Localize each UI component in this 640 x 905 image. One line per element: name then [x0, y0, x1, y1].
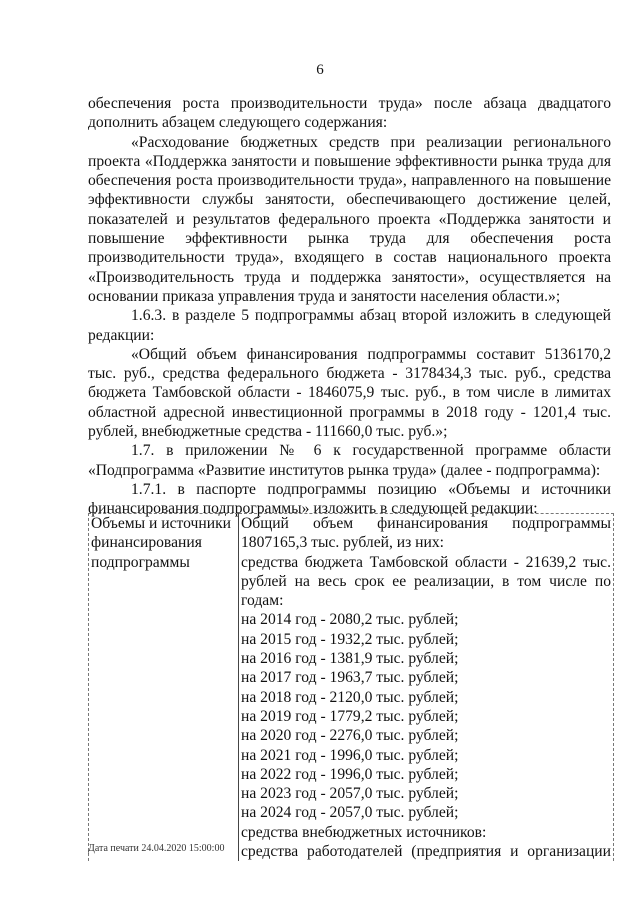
year-line: на 2015 год - 1932,2 тыс. рублей;	[241, 630, 459, 648]
total-financing: Общий объем финансирования подпрограммы 1807165,3 тыс. рублей, из них:	[241, 515, 611, 552]
document-body	[88, 94, 611, 519]
year-line: на 2024 год - 2057,0 тыс. рублей;	[241, 804, 459, 822]
year-line: на 2014 год - 2080,2 тыс. рублей;	[241, 611, 459, 629]
regional-budget: средства бюджета Тамбовской области - 21639,2 тыс. рублей на весь срок ее реализации, в том числе по годам:	[241, 553, 611, 610]
paragraph-1: обеспечения роста производительности труда» после абзаца двадцатого дополнить абзацем следующего содержания:	[88, 95, 611, 132]
financing-table	[88, 513, 614, 861]
year-line: на 2022 год - 1996,0 тыс. рублей;	[241, 765, 459, 783]
table-right-content	[239, 514, 614, 862]
paragraph-5: 1.7. в приложении № 6 к государственной программе области «Подпрограмма «Развитие институтов рынка труда» (далее - подпрограмма):	[88, 442, 611, 479]
year-line: на 2023 год - 2057,0 тыс. рублей;	[241, 785, 459, 803]
year-line: на 2018 год - 2120,0 тыс. рублей;	[241, 688, 459, 706]
year-line: на 2021 год - 1996,0 тыс. рублей;	[241, 746, 459, 764]
paragraph-6: 1.7.1. в паспорте подпрограммы позицию «Объемы и источники финансирования подпрограммы» изложить в следующей редакции:	[88, 480, 611, 518]
paragraph-2: «Расходование бюджетных средств при реализации регионального проекта «Поддержка занятости и повышение эффективности рынка труда для обеспечения роста производительности труда», направленного на повышение эффективности службы занятости, обеспечивающего достижение целей, показателей и результатов федерального проекта «Поддержка занятости и повышение эффективности рынка труда для обеспечения роста производительности труда», входящего в состав национального проекта «Производительность труда и поддержка занятости», осуществляется на основании приказа управления труда и занятости населения области.»;	[88, 133, 611, 305]
print-date-footer: Дата печати 24.04.2020 15:00:00	[88, 843, 225, 854]
extra-budget-sources: средства внебюджетных источников:	[241, 823, 487, 841]
employers-funds: средства работодателей (предприятия и организации	[241, 843, 611, 861]
year-line: на 2016 год - 1381,9 тыс. рублей;	[241, 650, 459, 668]
year-line: на 2017 год - 1963,7 тыс. рублей;	[241, 669, 459, 687]
year-line: на 2019 год - 1779,2 тыс. рублей;	[241, 707, 459, 725]
table-row	[89, 514, 614, 862]
paragraph-4: «Общий объем финансирования подпрограммы составит 5136170,2 тыс. руб., средства федерального бюджета - 3178434,3 тыс. руб., средства бюджета Тамбовской области - 1846075,9 тыс. руб., в том числе в лимитах областной адресной инвестиционной программы в 2018 году - 1201,4 тыс. рублей, внебюджетные средства - 111660,0 тыс. руб.»;	[88, 345, 611, 441]
year-line: на 2020 год - 2276,0 тыс. рублей;	[241, 727, 459, 745]
paragraph-3: 1.6.3. в разделе 5 подпрограммы абзац второй изложить в следующей редакции:	[88, 307, 611, 344]
page-number: 6	[316, 62, 324, 78]
table-left-label: Объемы и источники финансирования подпрограммы	[89, 514, 239, 862]
